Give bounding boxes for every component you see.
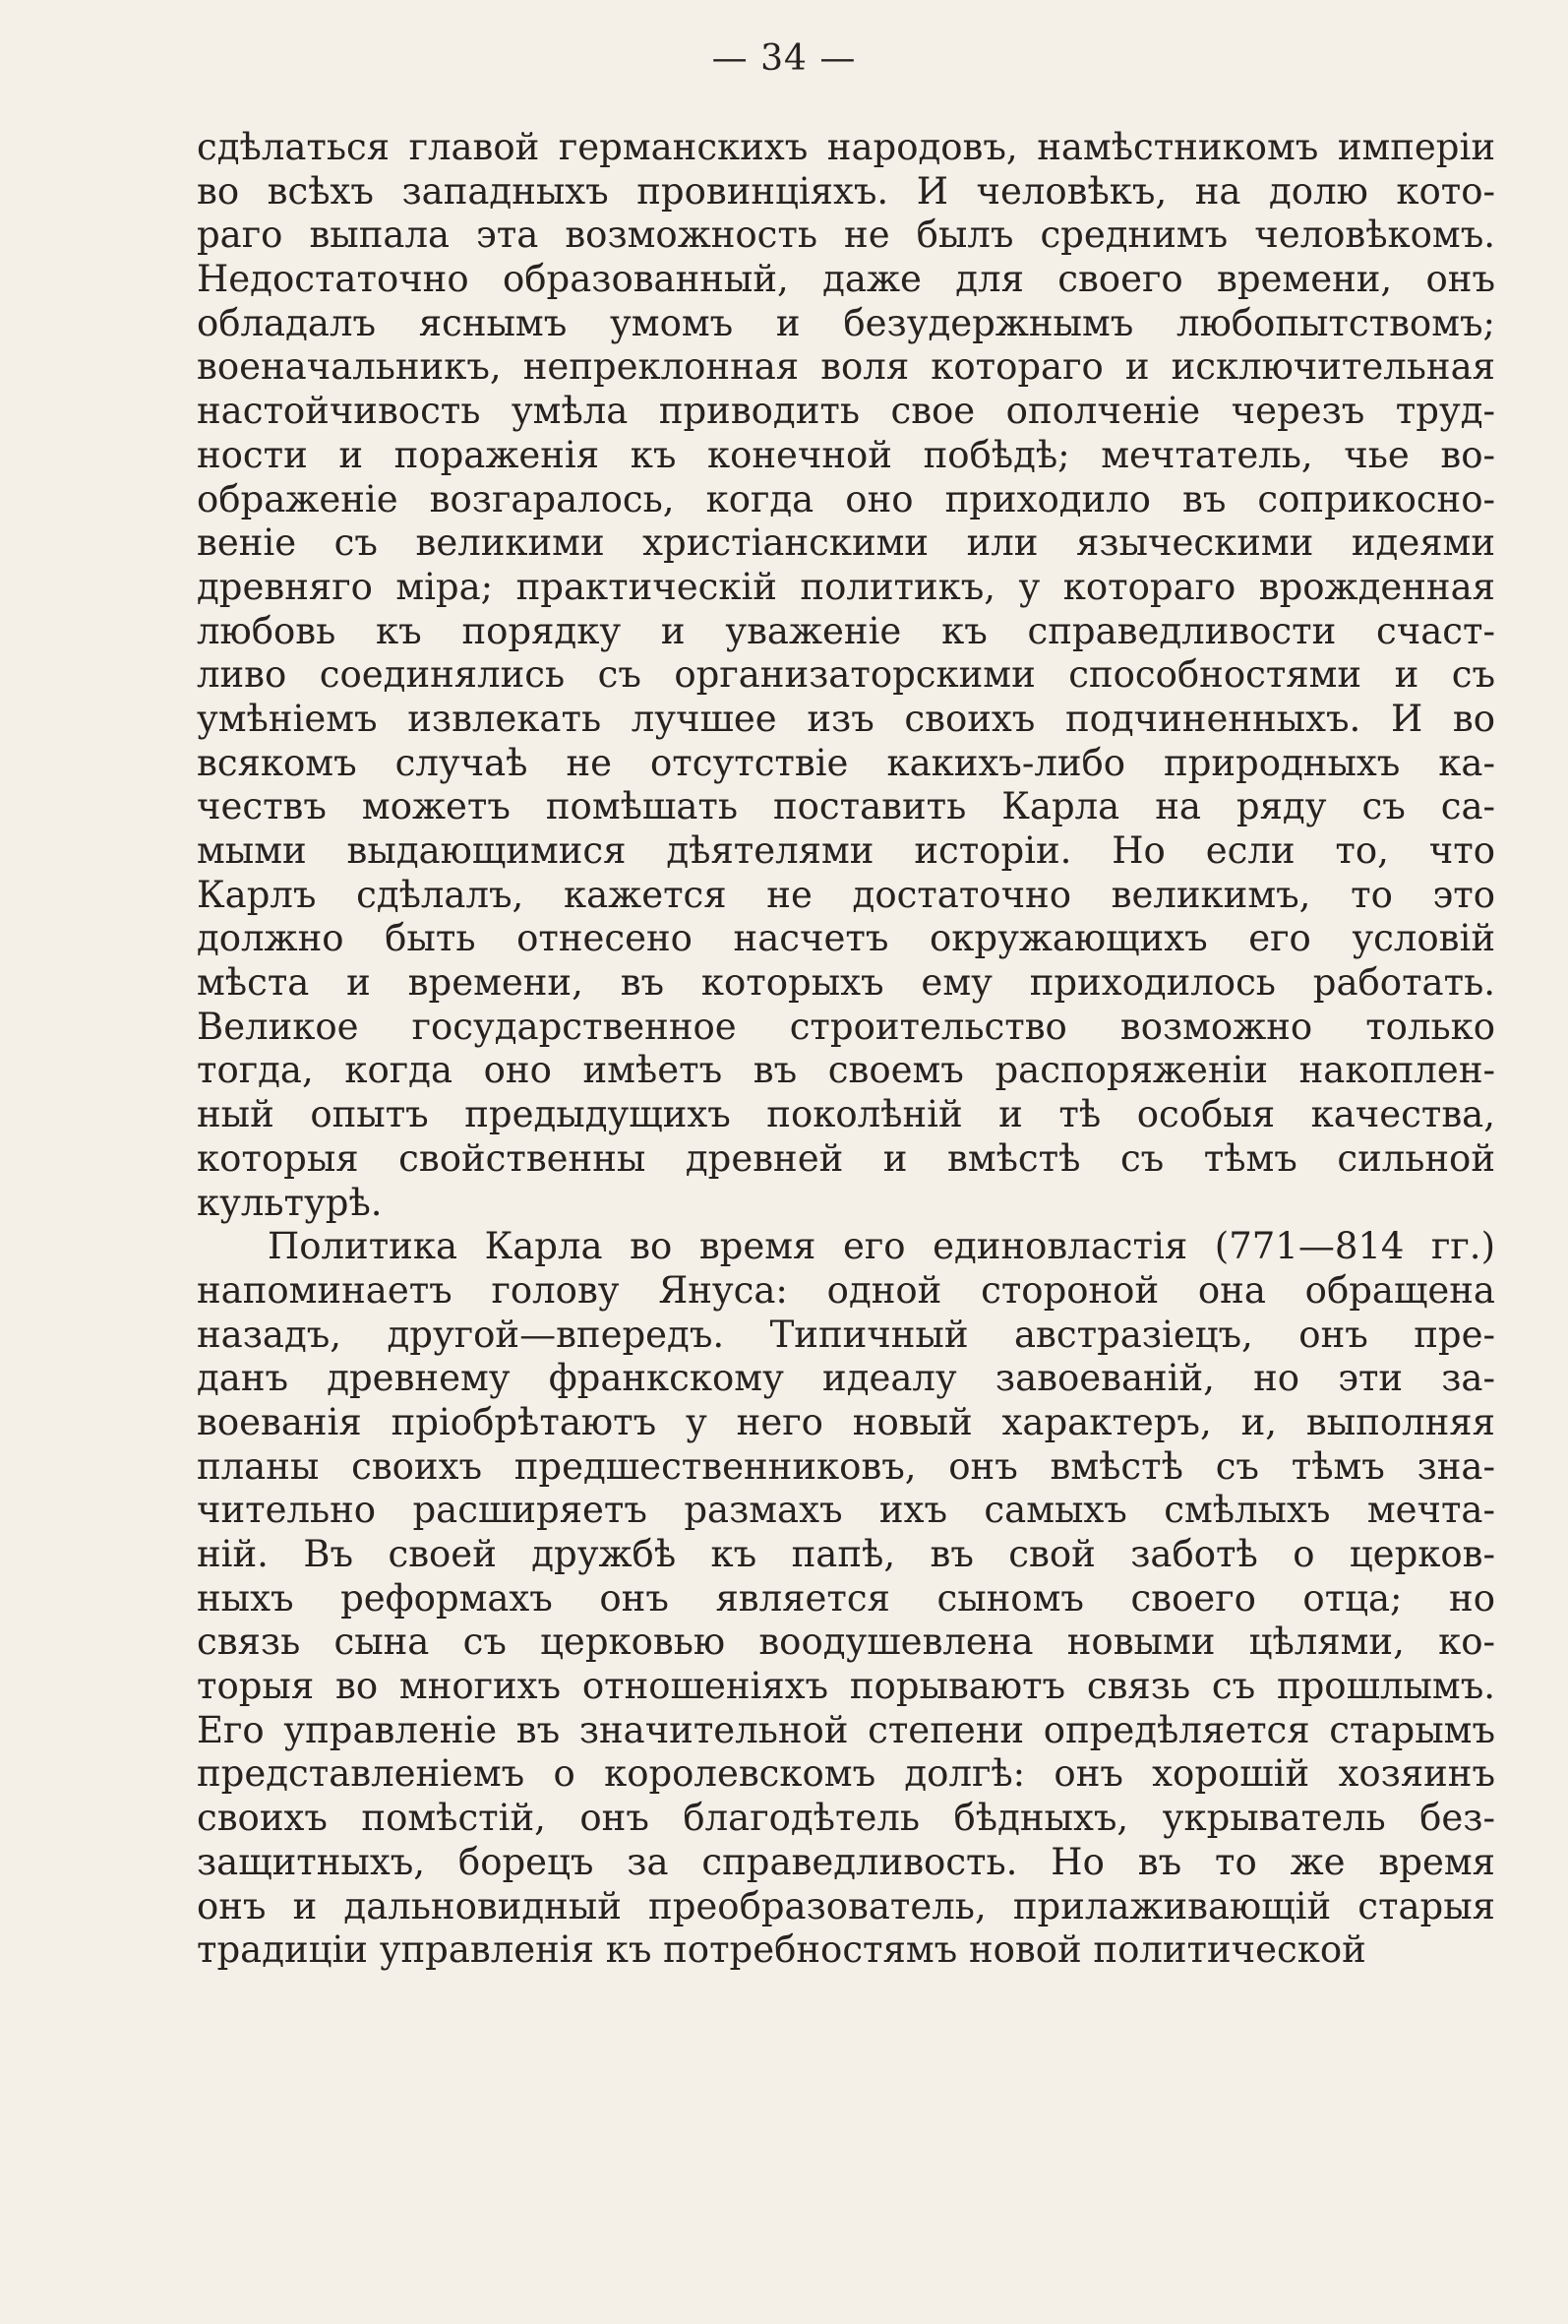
text-line: сдѣлаться главой германскихъ народовъ, намѣстникомъ имперіи [197,126,1495,168]
text-line: любовь къ порядку и уваженіе къ справедливости счаст- [197,609,1495,652]
text-line: ныхъ реформахъ онъ является сыномъ своего отца; но [197,1576,1495,1620]
text-line: традиціи управленія къ потребностямъ новой политической [197,1928,1366,1972]
text-line: культурѣ. [197,1181,383,1224]
text-line: веніе съ великими христіанскими или языческими идеями [197,521,1495,565]
text-line: мыми выдающимися дѣятелями исторіи. Но если то, что [197,829,1495,872]
text-line: назадъ, другой—впередъ. Типичный австразіецъ, онъ пре- [197,1313,1495,1356]
text-line: должно быть отнесено насчетъ окружающихъ его условій [197,917,1495,960]
text-line: настойчивость умѣла приводить свое ополченіе черезъ труд- [197,390,1495,433]
text-line: Политика Карла во время его единовластія (771—814 гг.) [268,1225,1495,1268]
text-line: Его управленіе въ значительной степени опредѣляется старымъ [197,1708,1495,1751]
page-number: — 34 — [711,38,857,79]
text-line: Великое государственное строительство возможно только [197,1005,1495,1048]
paragraph [197,126,1495,1225]
text-line: своихъ помѣстій, онъ благодѣтель бѣдныхъ, укрыватель без- [197,1797,1495,1840]
text-line: связь сына съ церковью воодушевлена новыми цѣлями, ко- [197,1621,1495,1664]
text-line: онъ и дальновидный преобразователь, прилаживающій старыя [197,1884,1495,1927]
text-line: данъ древнему франкскому идеалу завоеваній, но эти за- [197,1357,1495,1400]
text-line: чествъ можетъ помѣшать поставить Карла на ряду съ са- [197,785,1495,828]
text-line: ображеніе возгаралось, когда оно приходило въ соприкосно- [197,477,1495,520]
text-line: торыя во многихъ отношеніяхъ порываютъ связь съ прошлымъ. [197,1665,1495,1708]
text-line: умѣніемъ извлекать лучшее изъ своихъ подчиненныхъ. И во [197,697,1495,740]
text-line: тогда, когда оно имѣетъ въ своемъ распоряженіи накоплен- [197,1049,1495,1092]
text-line: Карлъ сдѣлалъ, кажется не достаточно великимъ, то это [197,873,1495,916]
text-line: мѣста и времени, въ которыхъ ему приходилось работать. [197,961,1495,1005]
text-line: ный опытъ предыдущихъ поколѣній и тѣ особыя качества, [197,1093,1495,1136]
text-line: представленіемъ о королевскомъ долгѣ: онъ хорошій хозяинъ [197,1752,1495,1796]
text-line: раго выпала эта возможность не былъ среднимъ человѣкомъ. [197,214,1495,257]
text-line: чительно расширяетъ размахъ ихъ самыхъ смѣлыхъ мечта- [197,1489,1495,1532]
text-line: которыя свойственны древней и вмѣстѣ съ тѣмъ сильной [197,1136,1495,1180]
body-text [197,126,1495,1973]
text-line: обладалъ яснымъ умомъ и безудержнымъ любопытствомъ; [197,301,1495,344]
paragraph [197,1225,1495,1973]
text-line: древняго міра; практическій политикъ, у котораго врожденная [197,565,1495,608]
text-line: ній. Въ своей дружбѣ къ папѣ, въ свой заботѣ о церков- [197,1533,1495,1575]
text-line: ности и пораженія къ конечной побѣдѣ; мечтатель, чье во- [197,433,1495,476]
text-line: военачальникъ, непреклонная воля котораго и исключительная [197,345,1495,389]
text-line: планы своихъ предшественниковъ, онъ вмѣстѣ съ тѣмъ зна- [197,1444,1495,1488]
text-line: во всѣхъ западныхъ провинціяхъ. И человѣкъ, на долю кото- [197,169,1495,213]
text-line: напоминаетъ голову Януса: одной стороной она обращена [197,1268,1495,1312]
text-line: ливо соединялись съ организаторскими способностями и съ [197,653,1495,697]
text-line: Недостаточно образованный, даже для своего времени, онъ [197,258,1495,301]
text-line: всякомъ случаѣ не отсутствіе какихъ-либо природныхъ ка- [197,741,1495,784]
text-line: защитныхъ, борецъ за справедливость. Но въ то же время [197,1840,1495,1883]
text-line: воеванія пріобрѣтаютъ у него новый характеръ, и, выполняя [197,1400,1495,1443]
